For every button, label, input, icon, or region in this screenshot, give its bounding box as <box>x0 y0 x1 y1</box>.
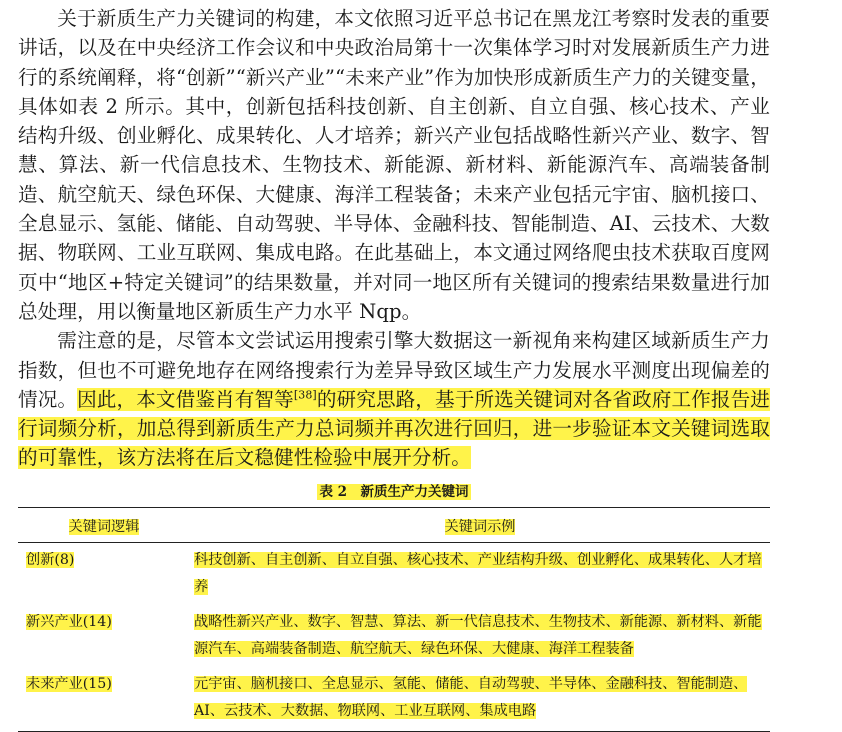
cell-examples <box>190 542 770 605</box>
cell-logic <box>18 542 190 605</box>
highlight-part-b: 的研究思路，基于所选关键词对各省政府工作报告进行词频分析，加总得到新质生产力总词频并再次进行回归，进一步验证本文关键词选取的可靠性，该方法将在后文稳健性检验中展开分析。 <box>18 387 770 470</box>
cell-examples <box>190 605 770 667</box>
citation-ref[interactable]: [38] <box>293 388 317 402</box>
document-page <box>18 4 770 732</box>
paragraph-robustness-note <box>18 326 770 472</box>
header-logic <box>18 507 190 542</box>
cell-examples-text: 元宇宙、脑机接口、全息显示、氢能、储能、自动驾驶、半导体、金融科技、智能制造、AI、云技术、大数据、物联网、工业互联网、集成电路 <box>194 675 748 719</box>
header-examples-text: 关键词示例 <box>444 518 516 535</box>
highlighted-text <box>18 388 770 470</box>
highlight-part-a: 因此，本文借鉴肖有智等 <box>77 387 294 411</box>
paragraph-keyword-construction: 关于新质生产力关键词的构建，本文依照习近平总书记在黑龙江考察时发表的重要讲话，以及在中央经济工作会议和中央政治局第十一次集体学习时对发展新质生产力进行的系统阐释，将“创新”“新兴产业”“未来产业”作为加快形成新质生产力的关键变量，具体如表 2 所示。其中，创新包括科技创新、自主创新、自立自强、核心技术、产业结构升级、创业孵化、成果转化、人才培养；新兴产业包括战略性新兴产业、数字、智慧、算法、新一代信息技术、生物技术、新能源、新材料、新能源汽车、高端装备制造、航空航天、绿色环保、大健康、海洋工程装备；未来产业包括元宇宙、脑机接口、全息显示、氢能、储能、自动驾驶、半导体、金融科技、智能制造、AI、云技术、大数据、物联网、工业互联网、集成电路。在此基础上，本文通过网络爬虫技术获取百度网页中“地区+特定关键词”的结果数量，并对同一地区所有关键词的搜索结果数量进行加总处理，用以衡量地区新质生产力水平 Nqp。 <box>18 7 770 323</box>
header-examples <box>190 507 770 542</box>
table-row <box>18 605 770 667</box>
cell-logic-text: 创新(8) <box>26 551 75 568</box>
table-row <box>18 667 770 732</box>
table-header-row <box>18 507 770 542</box>
cell-logic-text: 未来产业(15) <box>26 675 112 692</box>
table-row <box>18 542 770 605</box>
cell-examples-text: 科技创新、自主创新、自立自强、核心技术、产业结构升级、创业孵化、成果转化、人才培养 <box>194 551 762 595</box>
cell-examples-text: 战略性新兴产业、数字、智慧、算法、新一代信息技术、生物技术、新能源、新材料、新能源汽车、高端装备制造、航空航天、绿色环保、大健康、海洋工程装备 <box>194 613 762 657</box>
paragraph-plain-text: 需注意的是，尽管本文尝试运用搜索引擎大数据这一新视角来构建区域新质生产力指数，但也不可避免地存在网络搜索行为差异导致区域生产力发展水平测度出现偏差的情况。 <box>18 329 770 411</box>
header-logic-text: 关键词逻辑 <box>68 518 140 535</box>
cell-examples <box>190 667 770 732</box>
cell-logic <box>18 667 190 732</box>
keyword-table <box>18 507 770 732</box>
table-caption <box>18 481 770 503</box>
cell-logic-text: 新兴产业(14) <box>26 613 112 630</box>
cell-logic <box>18 605 190 667</box>
table-caption-text: 表 2 新质生产力关键词 <box>319 483 469 500</box>
